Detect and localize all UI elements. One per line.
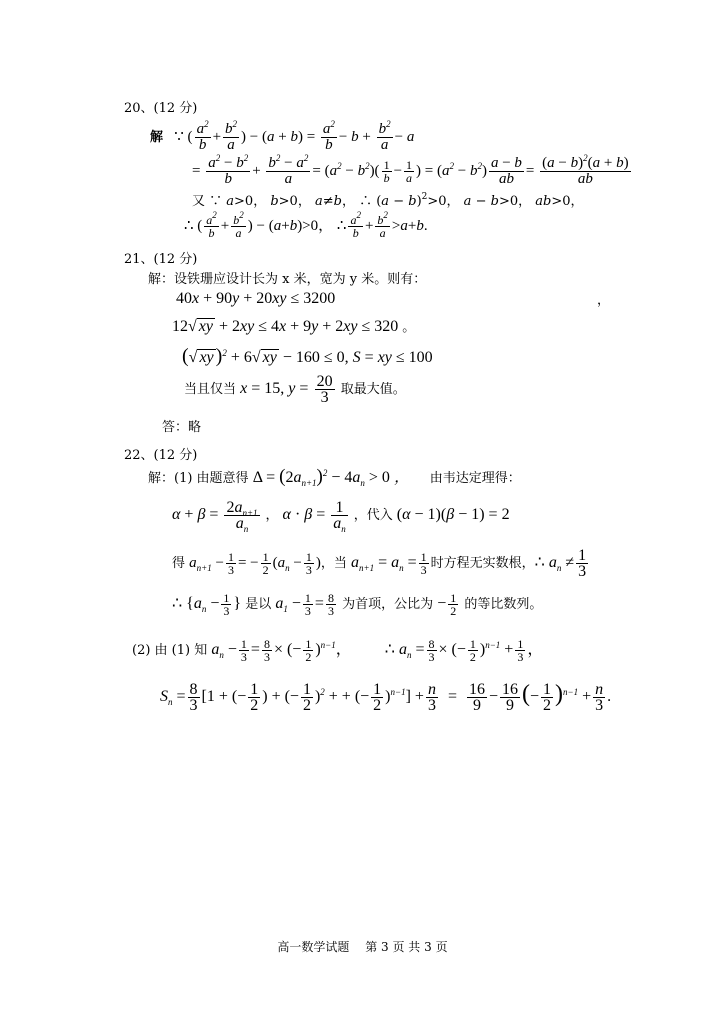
p21-constraint: 40x + 90y + 20xy ≤ 3200 — [176, 290, 336, 307]
p22-seq-tail: 的等比数列。 — [464, 597, 543, 613]
p21-condition-tail: 取最大值。 — [340, 382, 406, 397]
p21-quadratic: (√ xy )$^2$ + 6√ xy − 160 ≤ 0, S = xy ≤ 100 — [182, 345, 433, 367]
p22-substitute-text: 代入 — [366, 508, 393, 524]
p22-step1: 解：(1) 由题意得 $\Delta = (2a_{n+1})^2 - 4a_n > 0$ ， 由韦达定理得： — [148, 466, 521, 488]
p21-inequality: 12√ xy + 2xy ≤ 4x + 9y + 2xy ≤ 320 。 — [172, 318, 416, 335]
p21-condition-text: 当且仅当 — [184, 382, 237, 397]
p22-part2-label: (2) 由 (1) 知 — [132, 643, 208, 659]
p20-line-2: = $\frac{a^2 - b^2}{b}$ + $\frac{b^2 - a^2}{a}$ = $(a^2 - b^2)$( $\frac{1}{b}$ − $\frac{1}{a}$ ) = $(a^2 - b^2)$ $\frac{a - b}{ab}$ = $\frac{(a - b)^2(a + b)}{ab}$ — [192, 153, 629, 187]
page-footer: 高一数学试题 第 3 页 共 3 页 — [277, 940, 448, 954]
p22-deduce: 得 $a_{n+1}$ − $\frac{1}{3}$ = − $\frac{1}{2}$ ($a_n$ − $\frac{1}{3}$ )，当 $a_{n+1} = a_n$ = $\frac{1}{3}$ 时方程无实数根，∴ $a_n$ ≠ $\frac{1}{3}$ — [172, 547, 587, 580]
p22-vieta: α + β = $\frac{2a_{n+1}}{a_n}$ ， α · β = $\frac{1}{a_n}$ ，代入 (α − 1)(β − 1) = 2 — [172, 499, 510, 534]
p20-line-4: ∴ ( $\frac{a^2}{b}$ + $\frac{b^2}{a}$ ) − (a+b)>0， ∴ $\frac{a^2}{b}$ + $\frac{b^2}{a}$ >a+b. — [184, 210, 428, 240]
p22-when-text: 当 — [333, 556, 347, 572]
p20-line-1: 解 ∵ ( $\frac{a^2}{b}$ + $\frac{b^2}{a}$ ) − (a + b) = $\frac{a^2}{b}$ − b + $\frac{b^2}{a}$ − a — [150, 119, 415, 153]
p20-solution-label: 解 — [150, 129, 164, 145]
p21-answer: 答：略 — [162, 420, 202, 435]
p21-condition: 当且仅当 x = 15, y = $\frac{20}{3}$ 取最大值。 — [184, 373, 406, 406]
p22-when-tail: 时方程无实数根， — [430, 556, 535, 572]
p22-step1-label: 解：(1) 由题意得 — [148, 471, 249, 486]
p21-period: 。 — [402, 320, 416, 335]
p22-sequence: ∴ {$a_n$ − $\frac{1}{3}$ } 是以 $a_1$ − $\frac{1}{3}$ = $\frac{8}{3}$ 为首项，公比为 − $\frac{1}{2}$ 的等比数列。 — [172, 591, 543, 618]
p22-seq-text: 是以 — [245, 597, 272, 613]
p22-part2: (2) 由 (1) 知 $a_n$ − $\frac{1}{3}$ = $\frac{8}{3}$ × (− $\frac{1}{2}$ )$^{n-1}$， ∴ $a_n$ = $\frac{8}{3}$ × (− $\frac{1}{2}$ )$^{n-1}$ + $\frac{1}{3}$ ， — [132, 637, 544, 664]
p22-seq-first: 为首项，公比为 — [342, 597, 434, 613]
p22-sum: $S_n$ = $\frac{8}{3}$ [1 + (− $\frac{1}{2}$ ) + (− $\frac{1}{2}$ )$^2$ + + (− $\frac{1}{2}$ )$^{n-1}$] + $\frac{n}{3}$ = $\frac{16}{9}$ − $\frac{16}{9}$ (− $\frac{1}{2}$ )$^{n-1}$ + $\frac{n}{3}$ . — [160, 681, 612, 714]
p22-deduce-text: 得 — [172, 556, 186, 572]
p21-comma: ， — [597, 293, 611, 308]
problem-20-header: 20、(12 分) — [124, 101, 198, 116]
p22-step1-tail: 由韦达定理得： — [429, 471, 521, 486]
problem-21-header: 21、(12 分) — [124, 252, 198, 267]
p20-line-3: 又 ∵ a>0， b>0， a≠b， ∴ $(a - b)^2>0$， a − b>0， ab>0， — [192, 192, 584, 209]
p21-intro: 解：设铁珊应设计长为 x 米，宽为 y 米。则有： — [148, 272, 427, 287]
problem-22-header: 22、(12 分) — [124, 448, 198, 463]
